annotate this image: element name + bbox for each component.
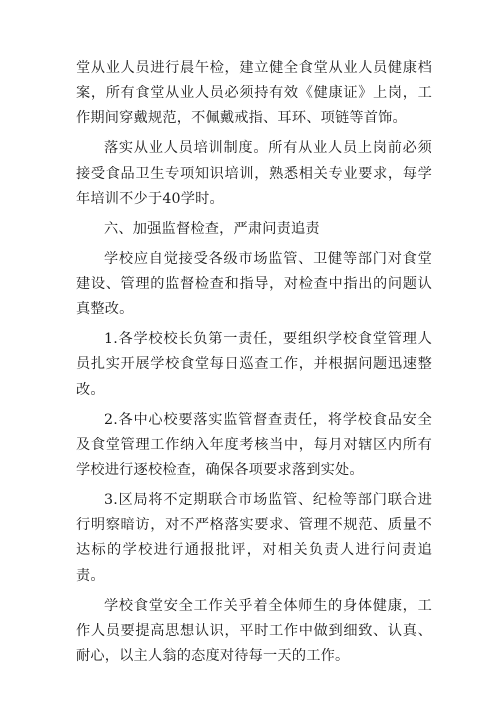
list-item-1: 1.各学校校长负第一责任，要组织学校食堂管理人员扎实开展学校食堂每日巡查工作，并根据问题迅速整改。 <box>76 331 432 398</box>
paragraph-training: 落实从业人员培训制度。所有从业人员上岗前必须接受食品卫生专项知识培训，熟悉相关专业要求，每学年培训不少于40学时。 <box>76 140 432 207</box>
paragraph-supervision-intro: 学校应自觉接受各级市场监管、卫健等部门对食堂建设、管理的监督检查和指导，对检查中指出的问题认真整改。 <box>76 250 432 318</box>
list-item-2: 2.各中心校要落实监管督查责任，将学校食品安全及食堂管理工作纳入年度考核当中，每月对辖区内所有学校进行逐校检查，确保各项要求落到实处。 <box>76 411 432 479</box>
section-heading-supervision: 六、加强监督检查，严肃问责追责 <box>104 220 320 237</box>
document-page <box>76 56 432 669</box>
paragraph-health-check: 堂从业人员进行晨午检，建立健全食堂从业人员健康档案，所有食堂从业人员必须持有效《健康证》上岗，工作期间穿戴规范，不佩戴戒指、耳环、项链等首饰。 <box>76 60 432 127</box>
paragraph-conclusion: 学校食堂安全工作关乎着全体师生的身体健康，工作人员要提高思想认识，平时工作中做到细致、认真、耐心，以主人翁的态度对待每一天的工作。 <box>76 597 432 665</box>
list-item-3: 3.区局将不定期联合市场监管、纪检等部门联合进行明察暗访，对不严格落实要求、管理不规范、质量不达标的学校进行通报批评，对相关负责人进行问责追责。 <box>76 492 432 584</box>
